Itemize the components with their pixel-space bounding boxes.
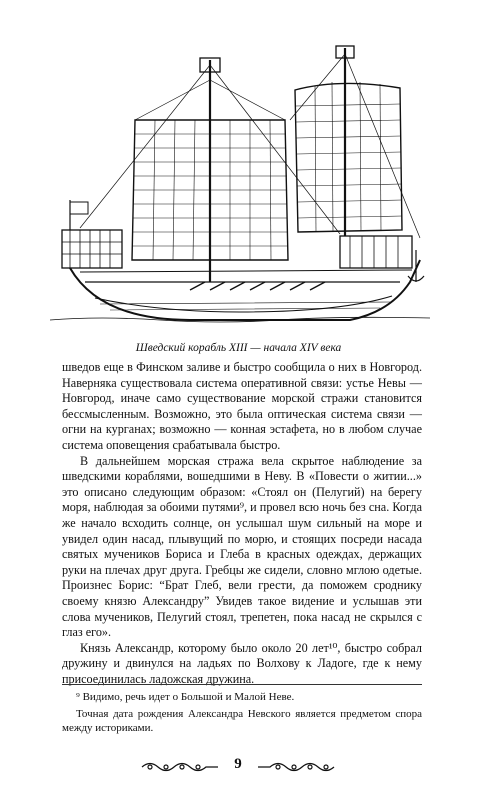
- ornament-right-icon: [256, 758, 336, 776]
- footnote: ⁹ Видимо, речь идет о Большой и Малой Неве.: [76, 691, 295, 703]
- paragraph: Князь Александр, которому было около 20 лет¹⁰, быстро собрал дружину и двинулся на ладьях по Волхову к Ладоге, где к нему присоединилась ладожская дружина.: [62, 640, 422, 686]
- paragraph: шведов еще в Финском заливе и быстро сообщила о них в Новгород. Наверняка существовала система оперативной связи: устье Невы — Новгород, иначе само существование морской стражи становится бессмысленным. Возможно, это была оптическая система связи — огни на курганах; возможно — конная эстафета, но в любом случае система оповещения срабатывала быстро.: [62, 360, 422, 452]
- footnote: Точная дата рождения Александра Невского является предметом спора между историками.: [62, 708, 422, 734]
- body-text: [62, 360, 422, 687]
- figure-caption: Шведский корабль XIII — начала XIV века: [135, 342, 342, 354]
- sailing-ship-drawing: [40, 20, 440, 338]
- ornament-left-icon: [140, 758, 220, 776]
- footnotes: [62, 684, 422, 738]
- page-number: 9: [234, 756, 242, 772]
- paragraph: В дальнейшем морская стража вела скрытое наблюдение за шведскими кораблями, вошедшими в Неву. В «Повести о житии...» это описано следующим образом: «Стоял он (Пелугий) на берегу моря, наблюдая за обоими путями⁹, и провел всю ночь без сна. Когда же начало всходить солнце, он услышал шум сильный на море и увидел один насад, плывущий по морю, и стоящих посреди насада святых мучеников Бориса и Глеба в красных одеждах, держащих руки на плечах друг друга. Гребцы же сидели, словно мглою одетые. Произнес Борис: “Брат Глеб, вели грести, да поможем сроднику своему князю Александру” Увидев такое видение и услышав эти слова мучеников, Пелугий стоял, трепетен, пока насад не скрылся с глаз его».: [62, 453, 422, 640]
- page-footer: [0, 756, 477, 778]
